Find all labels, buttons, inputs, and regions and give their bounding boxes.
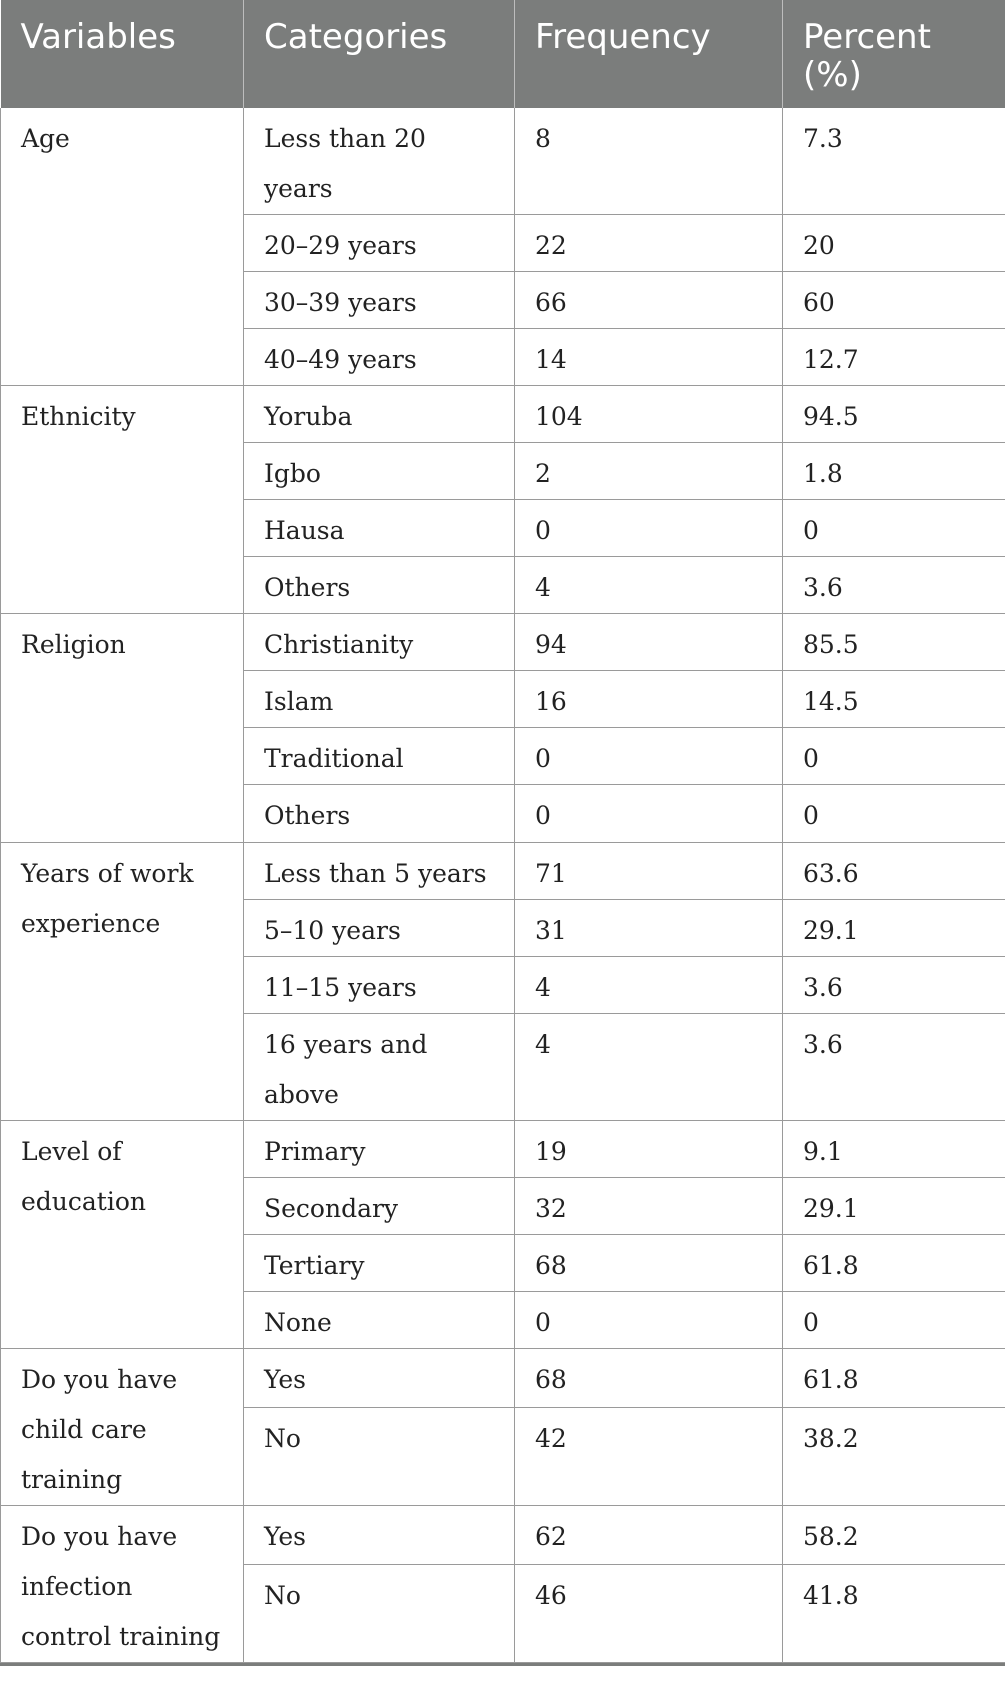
frequency-cell: 46 [515,1565,783,1663]
category-cell: Others [244,557,515,614]
percent-cell: 29.1 [783,900,1005,957]
percent-cell: 0 [783,1292,1005,1349]
percent-cell: 3.6 [783,1014,1005,1121]
frequency-cell: 66 [515,272,783,329]
percent-cell: 0 [783,728,1005,785]
frequency-cell: 104 [515,386,783,443]
frequency-cell: 71 [515,843,783,900]
category-cell: Islam [244,671,515,728]
frequency-cell: 0 [515,500,783,557]
category-cell: Primary [244,1121,515,1178]
category-cell: Secondary [244,1178,515,1235]
percent-cell: 63.6 [783,843,1005,900]
frequency-cell: 32 [515,1178,783,1235]
percent-cell: 41.8 [783,1565,1005,1663]
header-frequency: Frequency [515,0,783,108]
category-cell: 5–10 years [244,900,515,957]
frequency-cell: 4 [515,557,783,614]
category-cell: Christianity [244,614,515,671]
category-cell: Others [244,785,515,843]
category-cell: 30–39 years [244,272,515,329]
category-cell: 16 years and above [244,1014,515,1121]
table-body [1,108,1005,1663]
category-cell: Hausa [244,500,515,557]
percent-cell: 0 [783,785,1005,843]
percent-cell: 38.2 [783,1408,1005,1506]
percent-cell: 14.5 [783,671,1005,728]
percent-cell: 29.1 [783,1178,1005,1235]
percent-cell: 12.7 [783,329,1005,386]
frequency-cell: 94 [515,614,783,671]
frequency-cell: 62 [515,1506,783,1565]
percent-cell: 58.2 [783,1506,1005,1565]
frequency-cell: 2 [515,443,783,500]
category-cell: Igbo [244,443,515,500]
variable-cell: Do you have infection control training [1,1506,244,1663]
frequency-cell: 68 [515,1235,783,1292]
category-cell: Yoruba [244,386,515,443]
table-row [1,843,1005,900]
percent-cell: 9.1 [783,1121,1005,1178]
frequency-cell: 14 [515,329,783,386]
category-cell: No [244,1408,515,1506]
table-row [1,1349,1005,1408]
variable-cell: Religion [1,614,244,843]
percent-cell: 85.5 [783,614,1005,671]
variable-cell: Level of education [1,1121,244,1349]
table-header [1,0,1005,108]
variable-cell: Years of work experience [1,843,244,1121]
frequency-cell: 31 [515,900,783,957]
category-cell: None [244,1292,515,1349]
frequency-cell: 16 [515,671,783,728]
percent-cell: 60 [783,272,1005,329]
category-cell: 40–49 years [244,329,515,386]
frequency-cell: 0 [515,1292,783,1349]
header-row [1,0,1005,108]
category-cell: Yes [244,1506,515,1565]
category-cell: No [244,1565,515,1663]
percent-cell: 7.3 [783,108,1005,215]
percent-cell: 94.5 [783,386,1005,443]
category-cell: 11–15 years [244,957,515,1014]
category-cell: Less than 20 years [244,108,515,215]
percent-cell: 61.8 [783,1349,1005,1408]
table-bottom-rule [0,1663,1005,1666]
table-row [1,1506,1005,1565]
frequency-cell: 22 [515,215,783,272]
frequency-cell: 68 [515,1349,783,1408]
header-percent: Percent (%) [783,0,1005,108]
frequency-cell: 4 [515,1014,783,1121]
frequency-cell: 0 [515,785,783,843]
variable-cell: Age [1,108,244,386]
frequency-cell: 0 [515,728,783,785]
frequency-cell: 19 [515,1121,783,1178]
percent-cell: 0 [783,500,1005,557]
table-row [1,386,1005,443]
header-variables: Variables [1,0,244,108]
variable-cell: Do you have child care training [1,1349,244,1506]
percent-cell: 20 [783,215,1005,272]
category-cell: Traditional [244,728,515,785]
variable-cell: Ethnicity [1,386,244,614]
frequency-cell: 8 [515,108,783,215]
table-row [1,1121,1005,1178]
percent-cell: 3.6 [783,557,1005,614]
header-categories: Categories [244,0,515,108]
table-row [1,614,1005,671]
percent-cell: 61.8 [783,1235,1005,1292]
category-cell: Yes [244,1349,515,1408]
category-cell: 20–29 years [244,215,515,272]
frequency-cell: 42 [515,1408,783,1506]
frequency-cell: 4 [515,957,783,1014]
percent-cell: 3.6 [783,957,1005,1014]
category-cell: Less than 5 years [244,843,515,900]
category-cell: Tertiary [244,1235,515,1292]
percent-cell: 1.8 [783,443,1005,500]
table-row [1,108,1005,215]
